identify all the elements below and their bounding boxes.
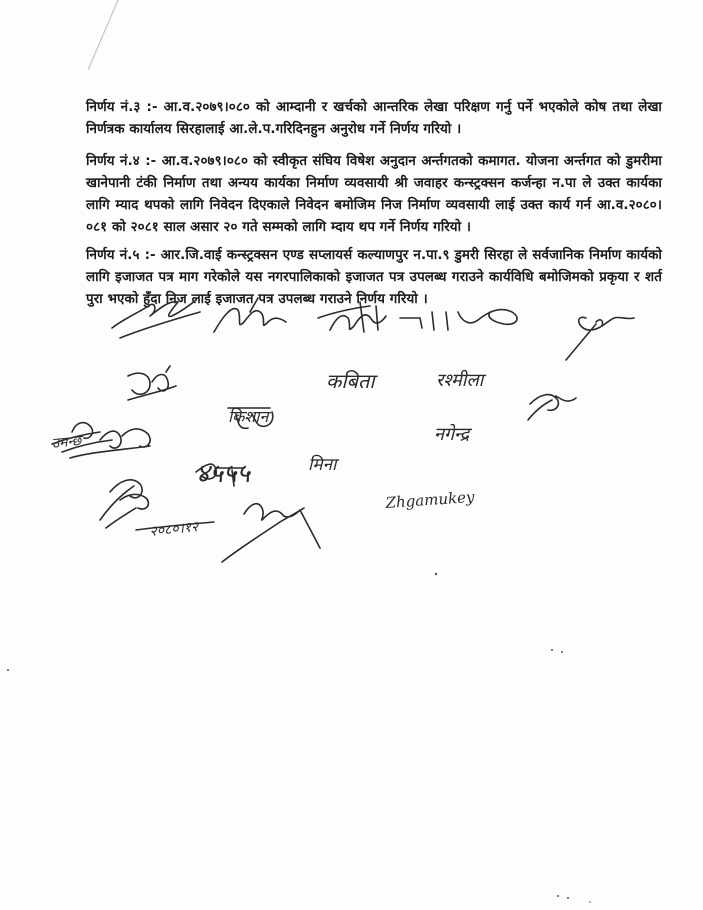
scan-speck	[589, 901, 591, 903]
signature-4	[400, 310, 517, 330]
decision-3-paragraph: निर्णय नं.३ :- आ.व.२०७९।०८० को आम्दानी र खर्चको आन्तरिक लेखा परिक्षण गर्नु पर्ने भएकोले कोष तथा लेखा निर्णत्रक कार्यालय सिरहालाई आ.ले.प.गरिदिनहुन अनुरोध गर्ने निर्णय गरियो ।	[86, 100, 662, 138]
signature-kabita: कबिता	[326, 369, 375, 393]
signature-13	[136, 522, 214, 530]
scan-speck	[551, 649, 553, 651]
decision-5-paragraph: निर्णय नं.५ :- आर.जि.वाई कन्स्ट्रक्सन एण्ड सप्लायर्स कल्याणपुर न.पा.९ डुमरी सिरहा ले सर्वजानिक निर्माण कार्यको लागि इजाजत पत्र माग गरेकोले यस नगरपालिकाको इजाजत पत्र उपलब्ध गराउने कार्यविधि बमोजिमको प्रकृया र शर्त पुरा भएको हुँदा निज लाई इजाजत पत्र उपलब्ध गराउने निर्णय गरियो ।	[86, 248, 662, 308]
signature-10	[100, 480, 148, 528]
signature-nagar: नगेन्द्र	[434, 424, 470, 445]
scan-speck	[567, 897, 569, 899]
scan-speck	[557, 895, 559, 897]
signature-7	[528, 395, 576, 420]
signature-8	[52, 423, 150, 458]
scan-speck	[561, 651, 563, 653]
scan-fold-line	[88, 0, 118, 70]
signature-kisan: किशान	[228, 407, 269, 426]
signature-scrawl: उमन्छ	[50, 432, 83, 452]
signature-5	[566, 317, 634, 360]
scan-speck	[435, 573, 437, 575]
signature-12	[222, 504, 320, 562]
signature-rasmila: रश्मीला	[436, 370, 484, 391]
signature-mina: मिना	[308, 455, 337, 475]
scan-speck	[7, 669, 9, 671]
signature-latin: Zhgamukey	[385, 487, 476, 512]
signature-6	[128, 366, 176, 400]
signature-11	[196, 464, 244, 486]
signature-9	[228, 408, 273, 428]
signature-date: २०८०।१२	[148, 518, 200, 540]
signature-number: ४५५५	[196, 459, 251, 489]
decision-4-paragraph: निर्णय नं.४ :- आ.व.२०७९।०८० को स्वीकृत संघिय विषेश अनुदान अर्न्तगतको कमागत. योजना अर्न्तगत को डुमरीमा खानेपानी टंकी निर्माण तथा अन्यय कार्यका निर्माण व्यवसायी श्री जवाहर कन्स्ट्रक्सन कर्जन्हा न.पा ले उक्त कार्यका लागि म्याद थपको लागि निवेदन दिएकाले निवेदन बमोजिम निज निर्माण व्यवसायी लाई उक्त कार्य गर्न आ.व.२०८०।०८१ को २०८१ साल असार २० गते सम्मको लागि म्दाय थप गर्ने निर्णय गरियो ।	[86, 154, 662, 236]
